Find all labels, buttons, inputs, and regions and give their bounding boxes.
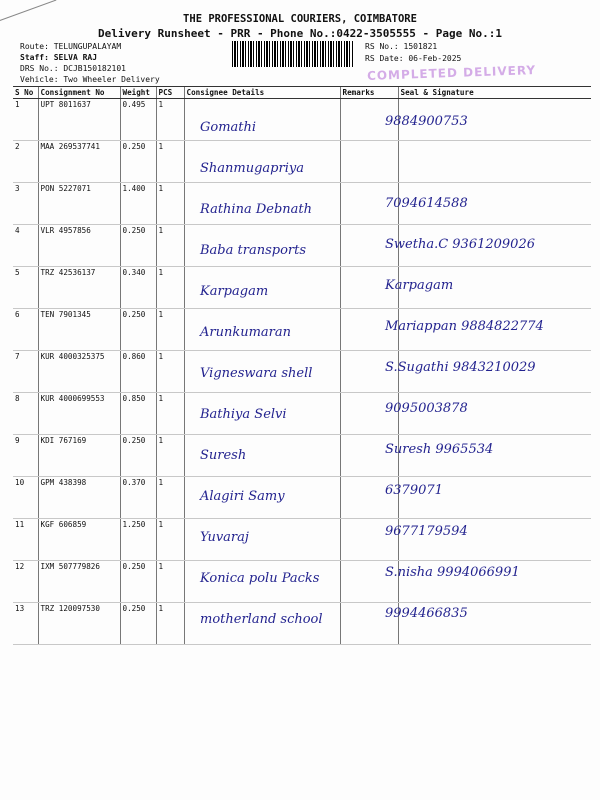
staff-label: Staff: SELVA RAJ [20,53,98,62]
vehicle-label: Vehicle: Two Wheeler Delivery [20,75,160,84]
row-consignment-no: VLR 4957856 [38,225,120,267]
handwritten-signature: 9677179594 [385,524,468,539]
row-sno: 4 [13,225,38,267]
row-weight: 0.250 [120,603,156,645]
handwritten-consignee: Baba transports [200,243,306,258]
row-sno: 5 [13,267,38,309]
handwritten-consignee: Konica polu Packs [200,571,320,586]
row-consignment-no: TRZ 120097530 [38,603,120,645]
handwritten-consignee: Suresh [200,448,247,463]
row-sno: 6 [13,309,38,351]
row-pcs: 1 [156,351,184,393]
row-seal-cell [398,141,591,183]
table-row [13,477,591,519]
row-consignment-no: KUR 4000699553 [38,393,120,435]
row-consignment-no: MAA 269537741 [38,141,120,183]
row-pcs: 1 [156,225,184,267]
row-weight: 0.495 [120,99,156,141]
handwritten-signature: Suresh 9965534 [385,442,494,457]
handwritten-consignee: Vigneswara shell [200,366,313,381]
table-row [13,435,591,477]
handwritten-consignee: Gomathi [200,120,257,135]
col-weight: Weight [120,87,156,99]
row-pcs: 1 [156,519,184,561]
row-sno: 1 [13,99,38,141]
row-remarks-cell [340,141,398,183]
row-pcs: 1 [156,309,184,351]
handwritten-signature: Swetha.C 9361209026 [385,237,535,252]
handwritten-signature: 7094614588 [385,196,468,211]
row-pcs: 1 [156,477,184,519]
row-sno: 2 [13,141,38,183]
drs-label: DRS No.: DCJB150182101 [20,64,126,73]
table-row [13,267,591,309]
col-remarks: Remarks [340,87,398,99]
row-weight: 0.250 [120,561,156,603]
row-consignment-no: TRZ 42536137 [38,267,120,309]
handwritten-signature: 9884900753 [385,114,468,129]
company-title: THE PROFESSIONAL COURIERS, COIMBATORE [183,13,417,25]
table-row [13,99,591,141]
col-seal: Seal & Signature [398,87,591,99]
handwritten-consignee: Rathina Debnath [200,202,313,217]
row-sno: 11 [13,519,38,561]
row-weight: 0.340 [120,267,156,309]
row-consignment-no: KUR 4000325375 [38,351,120,393]
handwritten-signature: 6379071 [385,483,443,498]
handwritten-signature: 9994466835 [385,606,468,621]
table-header-row [13,87,591,99]
row-weight: 1.400 [120,183,156,225]
row-pcs: 1 [156,99,184,141]
row-sno: 8 [13,393,38,435]
handwritten-consignee: Shanmugapriya [200,161,304,176]
row-weight: 0.250 [120,225,156,267]
row-consignment-no: IXM 507779826 [38,561,120,603]
row-sno: 3 [13,183,38,225]
row-consignment-no: KDI 767169 [38,435,120,477]
handwritten-signature: Karpagam [385,278,454,293]
row-sno: 10 [13,477,38,519]
col-sno: S No [13,87,38,99]
handwritten-signature: S.nisha 9994066991 [385,565,520,580]
handwritten-signature: S.Sugathi 9843210029 [385,360,536,375]
handwritten-consignee: Karpagam [200,284,269,299]
handwritten-signature: 9095003878 [385,401,468,416]
rs-date-label: RS Date: 06-Feb-2025 [365,54,462,63]
rs-no-label: RS No.: 1501821 [365,42,438,51]
handwritten-consignee: Bathiya Selvi [200,407,287,422]
row-sno: 13 [13,603,38,645]
row-consignment-no: GPM 438398 [38,477,120,519]
row-sno: 7 [13,351,38,393]
row-consignment-no: TEN 7901345 [38,309,120,351]
row-weight: 0.250 [120,435,156,477]
route-label: Route: TELUNGUPALAYAM [20,42,122,51]
table-row [13,393,591,435]
row-sno: 12 [13,561,38,603]
row-consignment-no: KGF 606859 [38,519,120,561]
row-weight: 1.250 [120,519,156,561]
handwritten-consignee: motherland school [200,612,323,627]
col-pcs: PCS [156,87,184,99]
handwritten-consignee: Alagiri Samy [200,489,285,504]
table-row [13,519,591,561]
delivery-stamp: COMPLETED DELIVERY [366,63,537,83]
row-pcs: 1 [156,561,184,603]
handwritten-signature: Mariappan 9884822774 [385,319,544,334]
row-pcs: 1 [156,267,184,309]
runsheet-subtitle: Delivery Runsheet - PRR - Phone No.:0422-3505555 - Page No.:1 [98,27,502,40]
col-consignment: Consignment No [38,87,120,99]
row-weight: 0.860 [120,351,156,393]
row-pcs: 1 [156,183,184,225]
col-consignee: Consignee Details [184,87,340,99]
row-weight: 0.850 [120,393,156,435]
handwritten-consignee: Arunkumaran [200,325,292,340]
handwritten-consignee: Yuvaraj [200,530,249,545]
barcode [232,41,354,67]
row-consignment-no: UPT 8011637 [38,99,120,141]
row-pcs: 1 [156,603,184,645]
row-pcs: 1 [156,141,184,183]
row-pcs: 1 [156,393,184,435]
row-sno: 9 [13,435,38,477]
row-consignment-no: PON 5227071 [38,183,120,225]
row-weight: 0.250 [120,141,156,183]
row-weight: 0.250 [120,309,156,351]
row-weight: 0.370 [120,477,156,519]
row-pcs: 1 [156,435,184,477]
